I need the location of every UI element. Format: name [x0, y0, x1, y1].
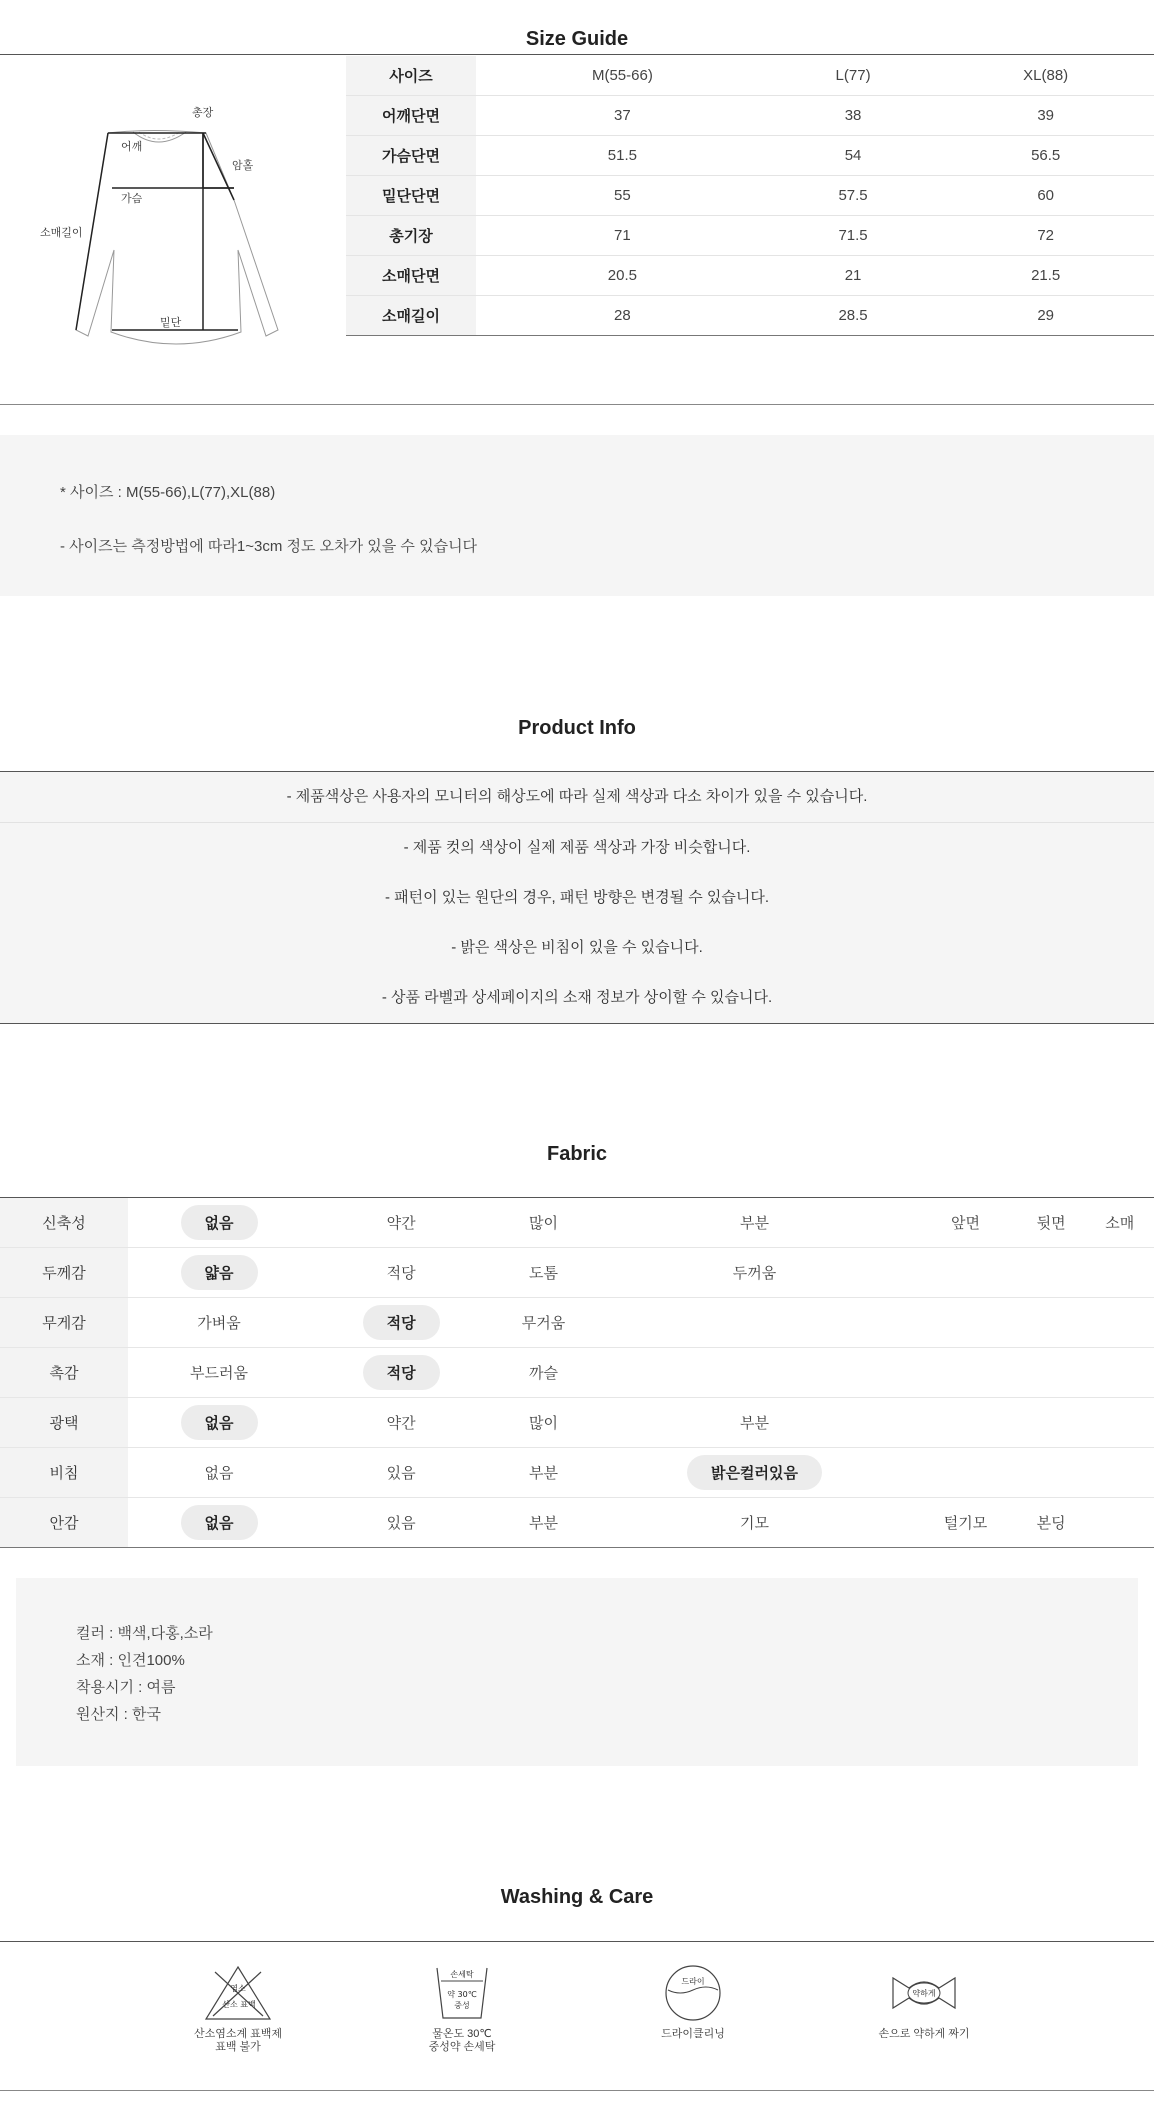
care-item	[844, 1964, 1004, 2041]
symbol-text: 산소	[222, 2000, 238, 2009]
fabric-row-label: 안감	[0, 1498, 128, 1548]
symbol-text: 표백	[240, 2000, 256, 2009]
fabric-details-box	[16, 1578, 1138, 1766]
symbol-text: 약하게	[912, 1989, 936, 1998]
fabric-row-label: 비침	[0, 1448, 128, 1498]
fabric-option: 부분	[739, 1215, 769, 1232]
divider	[0, 2090, 1154, 2091]
fabric-option: 기모	[739, 1515, 769, 1532]
gentle-wring-icon	[889, 1964, 959, 2022]
care-item	[382, 1964, 542, 2054]
product-info-item: - 제품 컷의 색상이 실제 제품 색상과 가장 비슷합니다.	[0, 823, 1154, 874]
diagram-label-armhole: 암홀	[232, 160, 254, 172]
fabric-row	[0, 1198, 1154, 1248]
fabric-row-label: 광택	[0, 1398, 128, 1448]
table-cell: 37	[476, 96, 769, 136]
fabric-option: 부분	[739, 1415, 769, 1432]
fabric-option: 약간	[386, 1415, 416, 1432]
fabric-option-cell	[595, 1248, 914, 1298]
table-cell: 72	[937, 216, 1154, 256]
fabric-title: Fabric	[546, 1143, 608, 1165]
fabric-option-cell	[1085, 1248, 1154, 1298]
fabric-option-cell	[914, 1348, 1017, 1398]
fabric-option: 많이	[529, 1215, 558, 1232]
fabric-row	[0, 1348, 1154, 1398]
table-cell: 56.5	[937, 136, 1154, 176]
fabric-detail-season: 착용시기 : 여름	[76, 1679, 176, 1696]
fabric-option: 있음	[386, 1465, 416, 1482]
fabric-option-cell	[310, 1448, 492, 1498]
symbol-text: 드라이	[681, 1977, 705, 1986]
fabric-option-cell	[492, 1198, 595, 1248]
fabric-option: 있음	[386, 1515, 416, 1532]
symbol-text: 중성	[454, 2001, 470, 2010]
fabric-option-cell	[492, 1398, 595, 1448]
fabric-option: 부분	[529, 1465, 558, 1482]
dry-clean-icon	[658, 1964, 728, 2022]
fabric-option: 소매	[1105, 1215, 1135, 1232]
fabric-option-cell	[914, 1198, 1017, 1248]
fabric-option: 앞면	[950, 1215, 980, 1232]
washing-care-title: Washing & Care	[500, 1886, 654, 1908]
size-table	[346, 56, 1154, 336]
fabric-row-label: 신축성	[0, 1198, 128, 1248]
table-cell: 21.5	[937, 256, 1154, 296]
table-row	[346, 216, 1154, 256]
fabric-option-cell	[128, 1398, 310, 1448]
fabric-option-cell	[492, 1448, 595, 1498]
row-header: 총기장	[346, 216, 476, 256]
fabric-row	[0, 1448, 1154, 1498]
table-cell: 71.5	[769, 216, 938, 256]
fabric-option-cell	[1017, 1348, 1086, 1398]
fabric-option: 약간	[386, 1215, 416, 1232]
fabric-option-cell	[128, 1498, 310, 1548]
fabric-option: 무거움	[521, 1315, 566, 1332]
no-bleach-icon	[203, 1964, 273, 2022]
fabric-option-selected: 적당	[363, 1305, 440, 1340]
fabric-option-cell	[914, 1448, 1017, 1498]
product-info-item: - 상품 라벨과 상세페이지의 소재 정보가 상이할 수 있습니다.	[0, 973, 1154, 1024]
table-row	[346, 256, 1154, 296]
fabric-option-cell	[914, 1498, 1017, 1548]
fabric-option-cell	[595, 1298, 914, 1348]
product-info-item: - 패턴이 있는 원단의 경우, 패턴 방향은 변경될 수 있습니다.	[0, 873, 1154, 924]
table-cell: M(55-66)	[476, 56, 769, 96]
diagram-label-chest: 가슴	[121, 193, 143, 205]
fabric-option-cell	[1017, 1198, 1086, 1248]
table-cell: 71	[476, 216, 769, 256]
fabric-option: 뒷면	[1036, 1215, 1066, 1232]
table-cell: 21	[769, 256, 938, 296]
table-row	[346, 176, 1154, 216]
fabric-option-cell	[310, 1298, 492, 1348]
table-cell: 29	[937, 296, 1154, 336]
care-caption: 산소염소계 표백제	[193, 2028, 283, 2040]
table-row	[346, 296, 1154, 336]
fabric-option-cell	[1085, 1398, 1154, 1448]
divider	[0, 1941, 1154, 1942]
fabric-option-cell	[1085, 1198, 1154, 1248]
fabric-option-cell	[310, 1248, 492, 1298]
fabric-option-selected: 없음	[181, 1505, 258, 1540]
table-cell: 39	[937, 96, 1154, 136]
table-cell: 51.5	[476, 136, 769, 176]
fabric-row-label: 두께감	[0, 1248, 128, 1298]
fabric-option-cell	[914, 1248, 1017, 1298]
size-note: * 사이즈 : M(55-66),L(77),XL(88)	[60, 484, 276, 501]
row-header: 가슴단면	[346, 136, 476, 176]
fabric-option: 털기모	[943, 1515, 988, 1532]
fabric-option-cell	[1085, 1298, 1154, 1348]
fabric-option: 도톰	[529, 1265, 558, 1282]
fabric-option-cell	[310, 1198, 492, 1248]
fabric-option: 없음	[204, 1465, 234, 1482]
product-info-item: - 밝은 색상은 비침이 있을 수 있습니다.	[0, 923, 1154, 974]
fabric-option-cell	[128, 1448, 310, 1498]
fabric-option-cell	[1017, 1298, 1086, 1348]
fabric-row	[0, 1298, 1154, 1348]
table-row	[346, 136, 1154, 176]
fabric-option-cell	[492, 1298, 595, 1348]
fabric-option-cell	[595, 1448, 914, 1498]
fabric-option-selected: 밝은컬러있음	[687, 1455, 822, 1490]
care-caption: 드라이클리닝	[661, 2028, 725, 2040]
fabric-detail-color: 컬러 : 백색,다홍,소라	[76, 1625, 213, 1642]
table-cell: XL(88)	[937, 56, 1154, 96]
fabric-option-cell	[1085, 1448, 1154, 1498]
fabric-option-selected: 없음	[181, 1205, 258, 1240]
fabric-detail-origin: 원산지 : 한국	[76, 1706, 161, 1723]
fabric-option-cell	[595, 1348, 914, 1398]
table-cell: L(77)	[769, 56, 938, 96]
fabric-option-cell	[128, 1198, 310, 1248]
fabric-option-cell	[310, 1398, 492, 1448]
symbol-text: 손세탁	[450, 1970, 474, 1979]
diagram-label-shoulder: 어깨	[121, 141, 143, 153]
table-cell: 28	[476, 296, 769, 336]
care-caption: 중성약 손세탁	[428, 2041, 496, 2053]
fabric-option-cell	[914, 1398, 1017, 1448]
symbol-text: 염소	[230, 1984, 246, 1993]
fabric-option-cell	[492, 1348, 595, 1398]
size-guide-title: Size Guide	[525, 28, 629, 50]
divider	[0, 404, 1154, 405]
product-info-title: Product Info	[518, 717, 636, 739]
diagram-label-hem: 밑단	[160, 317, 182, 329]
fabric-option-selected: 없음	[181, 1405, 258, 1440]
size-note: - 사이즈는 측정방법에 따라1~3cm 정도 오차가 있을 수 있습니다	[60, 538, 478, 555]
fabric-option: 두꺼움	[732, 1265, 777, 1282]
table-cell: 55	[476, 176, 769, 216]
fabric-option: 까슬	[529, 1365, 558, 1382]
fabric-detail-material: 소재 : 인견100%	[76, 1652, 185, 1669]
fabric-row	[0, 1248, 1154, 1298]
fabric-option-cell	[310, 1498, 492, 1548]
table-row	[346, 96, 1154, 136]
fabric-option: 부분	[529, 1515, 558, 1532]
row-header: 소매단면	[346, 256, 476, 296]
fabric-option-selected: 얇음	[181, 1255, 258, 1290]
table-cell: 57.5	[769, 176, 938, 216]
fabric-option-cell	[128, 1248, 310, 1298]
fabric-option: 본딩	[1036, 1515, 1066, 1532]
table-row	[346, 56, 1154, 96]
fabric-option-cell	[1017, 1248, 1086, 1298]
hand-wash-30-icon	[427, 1964, 497, 2022]
fabric-option: 부드러움	[190, 1365, 248, 1382]
row-header: 소매길이	[346, 296, 476, 336]
fabric-option-cell	[128, 1298, 310, 1348]
table-cell: 28.5	[769, 296, 938, 336]
fabric-row-label: 무게감	[0, 1298, 128, 1348]
table-cell: 38	[769, 96, 938, 136]
table-cell: 60	[937, 176, 1154, 216]
fabric-option-cell	[595, 1398, 914, 1448]
care-item	[158, 1964, 318, 2054]
diagram-label-sleeve: 소매길이	[40, 227, 83, 239]
fabric-option-cell	[128, 1348, 310, 1398]
fabric-option-cell	[492, 1248, 595, 1298]
fabric-option-cell	[1017, 1448, 1086, 1498]
fabric-option-cell	[1085, 1348, 1154, 1398]
fabric-option-cell	[595, 1498, 914, 1548]
fabric-option-cell	[1085, 1498, 1154, 1548]
fabric-option: 가벼움	[197, 1315, 241, 1332]
table-cell: 54	[769, 136, 938, 176]
care-caption: 손으로 약하게 짜기	[878, 2028, 970, 2040]
row-header: 밑단단면	[346, 176, 476, 216]
size-notes-box	[0, 435, 1154, 596]
care-caption: 물온도 30℃	[432, 2028, 492, 2040]
care-item	[613, 1964, 773, 2041]
fabric-table	[0, 1198, 1154, 1548]
fabric-option-cell	[595, 1198, 914, 1248]
fabric-row-label: 촉감	[0, 1348, 128, 1398]
fabric-option: 적당	[386, 1265, 416, 1282]
row-header: 사이즈	[346, 56, 476, 96]
fabric-option-cell	[1017, 1498, 1086, 1548]
fabric-option: 많이	[529, 1415, 558, 1432]
divider	[0, 54, 1154, 55]
fabric-option-cell	[1017, 1398, 1086, 1448]
row-header: 어깨단면	[346, 96, 476, 136]
fabric-row	[0, 1398, 1154, 1448]
diagram-label-total: 총장	[192, 107, 214, 119]
table-cell: 20.5	[476, 256, 769, 296]
fabric-option-cell	[492, 1498, 595, 1548]
fabric-option-cell	[310, 1348, 492, 1398]
fabric-option-cell	[914, 1298, 1017, 1348]
symbol-text: 약 30℃	[447, 1990, 477, 1999]
product-info-item: - 제품색상은 사용자의 모니터의 해상도에 따라 실제 색상과 다소 차이가 있을 수 있습니다.	[0, 772, 1154, 823]
fabric-option-selected: 적당	[363, 1355, 440, 1390]
fabric-row	[0, 1498, 1154, 1548]
care-caption: 표백 불가	[215, 2041, 261, 2053]
